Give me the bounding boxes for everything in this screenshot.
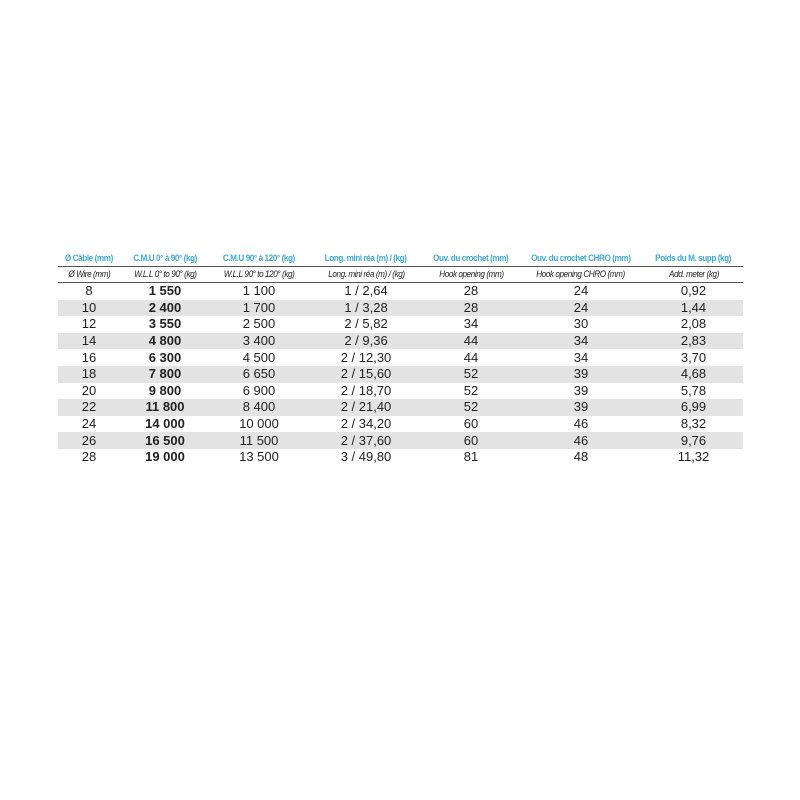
cell-wll-90-120: 8 400 <box>210 399 308 416</box>
cell-additional-weight: 0,92 <box>680 283 707 299</box>
cell-wll-0-90: 4 800 <box>120 333 210 350</box>
cell-hook-opening-chro: 46 <box>518 432 644 449</box>
cell-wll-90-120: 6 900 <box>242 382 276 398</box>
cell-diameter: 20 <box>81 382 97 398</box>
cell-wll-0-90: 6 300 <box>148 349 182 365</box>
header-wll-90-120-en: W.L.L 90° to 120° (kg) <box>210 267 308 283</box>
cell-wll-90-120: 1 700 <box>210 300 308 317</box>
table-row <box>58 283 743 300</box>
cell-hook-opening: 81 <box>463 449 479 465</box>
cell-additional-weight: 8,32 <box>680 416 707 432</box>
cell-hook-opening: 60 <box>424 432 518 449</box>
cell-wll-0-90: 3 550 <box>148 316 182 332</box>
cell-additional-weight: 4,68 <box>644 366 743 383</box>
header-hook-opening-chro-en: Hook opening CHRO (mm) <box>518 267 644 283</box>
cell-sheave-length: 2 / 5,82 <box>344 316 388 332</box>
cell-hook-opening-chro: 48 <box>573 449 589 465</box>
cell-diameter: 14 <box>58 333 120 350</box>
table-row <box>58 399 743 416</box>
cell-wll-0-90: 14 000 <box>145 416 185 432</box>
header-hook-opening-en: Hook opening (mm) <box>424 267 518 283</box>
cell-sheave-length: 1 / 3,28 <box>308 300 424 317</box>
cell-wll-90-120: 3 400 <box>210 333 308 350</box>
cell-wll-90-120: 1 100 <box>242 283 276 299</box>
cell-wll-90-120: 13 500 <box>239 449 279 465</box>
header-wll-0-90-en: W.L.L 0° to 90° (kg) <box>120 267 210 283</box>
table-row <box>58 366 743 383</box>
cell-hook-opening: 52 <box>463 382 479 398</box>
cell-additional-weight: 2,08 <box>680 316 707 332</box>
cell-additional-weight: 11,32 <box>677 449 710 465</box>
cell-wll-0-90: 16 500 <box>120 432 210 449</box>
cell-diameter: 12 <box>81 316 97 332</box>
cell-hook-opening-chro: 39 <box>573 382 589 398</box>
cell-wll-90-120: 6 650 <box>210 366 308 383</box>
cell-additional-weight: 1,44 <box>644 300 743 317</box>
cell-hook-opening-chro: 34 <box>518 333 644 350</box>
header-hook-opening-chro-fr: Ouv. du crochet CHRO (mm) <box>531 252 631 264</box>
cell-wll-90-120: 2 500 <box>242 316 276 332</box>
cell-diameter: 8 <box>85 283 93 299</box>
cell-hook-opening-chro: 34 <box>573 349 589 365</box>
table-row <box>58 449 743 466</box>
cell-sheave-length: 2 / 12,30 <box>340 349 392 365</box>
cell-wll-0-90: 7 800 <box>120 366 210 383</box>
cell-sheave-length: 2 / 9,36 <box>308 333 424 350</box>
cell-diameter: 28 <box>81 449 97 465</box>
cell-hook-opening-chro: 39 <box>518 366 644 383</box>
cell-sheave-length: 2 / 18,70 <box>340 382 392 398</box>
cell-additional-weight: 3,70 <box>680 349 707 365</box>
cell-wll-90-120: 4 500 <box>242 349 276 365</box>
cell-hook-opening-chro: 24 <box>573 283 589 299</box>
cell-additional-weight: 2,83 <box>644 333 743 350</box>
header-sheave-length-fr: Long. mini réa (m) / (kg) <box>325 252 407 264</box>
cell-sheave-length: 2 / 34,20 <box>340 416 392 432</box>
cell-sheave-length: 2 / 21,40 <box>308 399 424 416</box>
cell-additional-weight: 6,99 <box>644 399 743 416</box>
header-row-french <box>58 250 743 267</box>
cell-sheave-length: 2 / 37,60 <box>308 432 424 449</box>
cell-diameter: 16 <box>81 349 97 365</box>
table-row <box>58 349 743 366</box>
cell-wll-0-90: 11 800 <box>120 399 210 416</box>
cell-sheave-length: 3 / 49,80 <box>340 449 392 465</box>
table-row <box>58 416 743 433</box>
header-additional-weight-fr: Poids du M. supp (kg) <box>655 252 732 264</box>
cell-wll-0-90: 2 400 <box>120 300 210 317</box>
cell-diameter: 18 <box>58 366 120 383</box>
cell-hook-opening: 28 <box>424 300 518 317</box>
cell-wll-90-120: 10 000 <box>239 416 279 432</box>
cell-hook-opening: 44 <box>424 333 518 350</box>
table-row <box>58 316 743 333</box>
specifications-table <box>58 250 743 466</box>
cell-diameter: 10 <box>58 300 120 317</box>
cell-hook-opening-chro: 30 <box>573 316 589 332</box>
header-wll-0-90-fr: C.M.U 0° à 90° (kg) <box>133 252 197 264</box>
cell-hook-opening: 34 <box>463 316 479 332</box>
cell-diameter: 24 <box>81 416 97 432</box>
cell-hook-opening: 28 <box>463 283 479 299</box>
table-row <box>58 432 743 449</box>
cell-sheave-length: 2 / 15,60 <box>308 366 424 383</box>
cell-additional-weight: 9,76 <box>644 432 743 449</box>
header-diameter-en: Ø Wire (mm) <box>58 267 120 283</box>
header-row-english <box>58 267 743 283</box>
cell-diameter: 22 <box>58 399 120 416</box>
cell-hook-opening-chro: 24 <box>518 300 644 317</box>
cell-wll-90-120: 11 500 <box>210 432 308 449</box>
cell-wll-0-90: 9 800 <box>148 382 182 398</box>
cell-hook-opening: 60 <box>463 416 479 432</box>
cell-wll-0-90: 19 000 <box>145 449 185 465</box>
header-hook-opening-fr: Ouv. du crochet (mm) <box>433 252 509 264</box>
cell-hook-opening: 52 <box>424 399 518 416</box>
table-row <box>58 300 743 317</box>
header-diameter-fr: Ø Câble (mm) <box>65 252 113 264</box>
cell-hook-opening: 44 <box>463 349 479 365</box>
cell-wll-0-90: 1 550 <box>148 283 182 299</box>
table-row <box>58 333 743 350</box>
cell-hook-opening: 52 <box>424 366 518 383</box>
header-additional-weight-en: Add. meter (kg) <box>644 267 743 283</box>
cell-additional-weight: 5,78 <box>680 382 707 398</box>
table-row <box>58 383 743 400</box>
header-sheave-length-en: Long. mini réa (m) / (kg) <box>308 267 424 283</box>
cell-hook-opening-chro: 39 <box>518 399 644 416</box>
header-wll-90-120-fr: C.M.U 90° à 120° (kg) <box>223 252 295 264</box>
cell-diameter: 26 <box>58 432 120 449</box>
cell-sheave-length: 1 / 2,64 <box>344 283 388 299</box>
cell-hook-opening-chro: 46 <box>573 416 589 432</box>
